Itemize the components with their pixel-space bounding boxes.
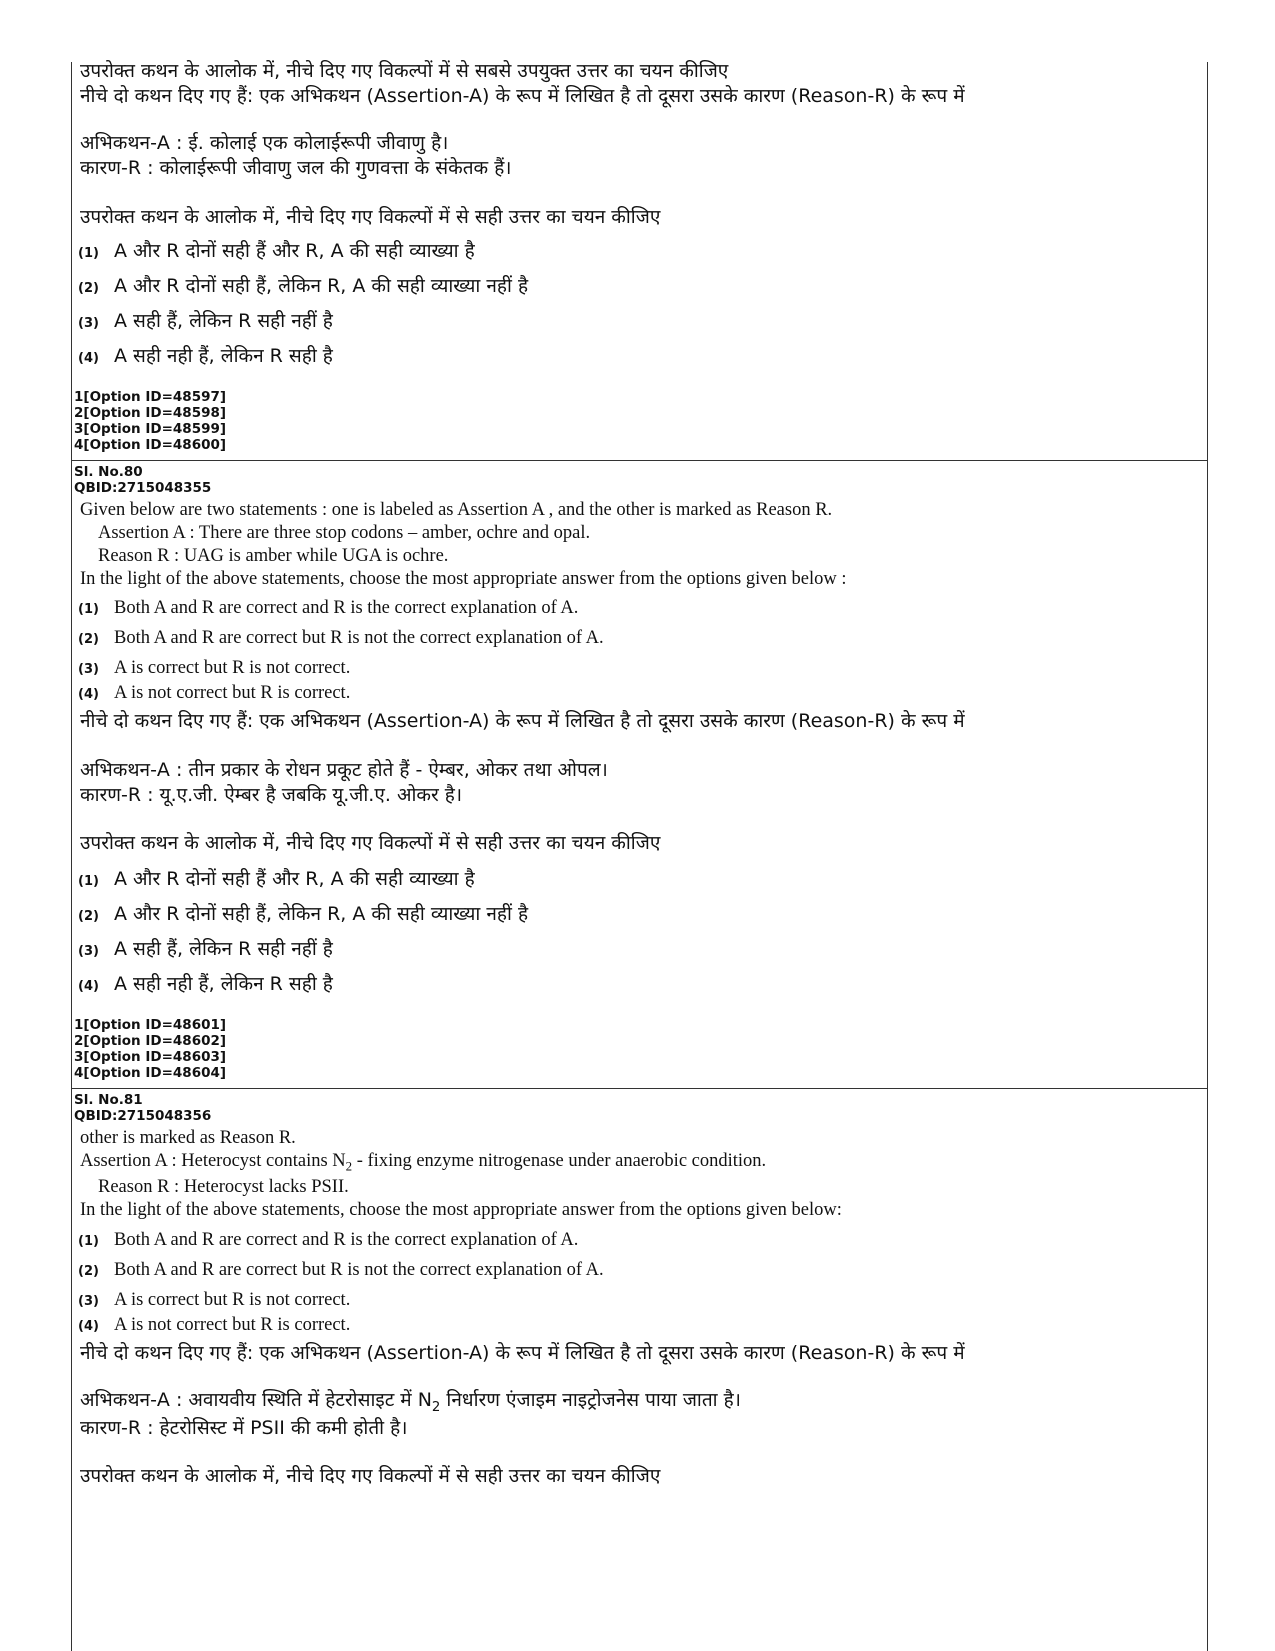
option-4 xyxy=(78,682,350,706)
reason-text: Reason R : UAG is amber while UGA is ochre. xyxy=(98,546,449,566)
reason-text-hindi: कारण-R : यू.ए.जी. ऐम्बर है जबकि यू.जी.ए. ओकर है। xyxy=(80,784,463,806)
question-prompt-hindi: उपरोक्त कथन के आलोक में, नीचे दिए गए विकल्पों में से सही उत्तर का चयन कीजिए xyxy=(80,1465,661,1487)
serial-number: Sl. No.81 xyxy=(74,1092,143,1108)
question-block-81 xyxy=(72,1089,1207,1651)
option-id: 1[Option ID=48597] xyxy=(74,389,227,405)
qbid: QBID:2715048356 xyxy=(74,1108,212,1124)
question-block-79 xyxy=(72,62,1207,461)
option-text: A सही हैं, लेकिन R सही नहीं है xyxy=(114,310,333,332)
option-number: (2) xyxy=(78,632,99,647)
assertion-part: Assertion A : Heterocyst contains N xyxy=(80,1151,346,1171)
option-4 xyxy=(78,1314,350,1338)
question-text: Given below are two statements : one is labeled as Assertion A , and the other is marked as Reason R. xyxy=(80,500,833,520)
option-text: A is correct but R is not correct. xyxy=(114,1290,351,1310)
page-frame xyxy=(71,62,1208,1651)
subscript: 2 xyxy=(345,1158,353,1174)
question-prompt: In the light of the above statements, choose the most appropriate answer from the options given below: xyxy=(80,1200,842,1220)
assertion-text: अभिकथन-A : ई. कोलाई एक कोलाईरूपी जीवाणु है। xyxy=(80,132,449,154)
assertion-text xyxy=(80,1150,766,1178)
option-text: A is not correct but R is correct. xyxy=(114,683,351,703)
option-number: (1) xyxy=(78,874,99,889)
option-number: (1) xyxy=(78,246,99,261)
option-number: (1) xyxy=(78,1234,99,1249)
option-text: Both A and R are correct and R is the correct explanation of A. xyxy=(114,1230,579,1250)
option-text: A सही नही हैं, लेकिन R सही है xyxy=(114,973,333,995)
option-id: 4[Option ID=48600] xyxy=(74,437,227,453)
qbid: QBID:2715048355 xyxy=(74,480,212,496)
option-number: (4) xyxy=(78,687,99,702)
option-number: (3) xyxy=(78,944,99,959)
option-text: A और R दोनों सही हैं, लेकिन R, A की सही व्याख्या नहीं है xyxy=(114,903,529,925)
option-text: Both A and R are correct and R is the correct explanation of A. xyxy=(114,598,579,618)
question-prompt-hindi: उपरोक्त कथन के आलोक में, नीचे दिए गए विकल्पों में से सही उत्तर का चयन कीजिए xyxy=(80,832,661,854)
option-id: 1[Option ID=48601] xyxy=(74,1017,227,1033)
assertion-part: - fixing enzyme nitrogenase under anaerobic condition. xyxy=(352,1151,767,1171)
option-1-hindi xyxy=(78,866,475,895)
option-number: (4) xyxy=(78,351,99,366)
question-text: उपरोक्त कथन के आलोक में, नीचे दिए गए विकल्पों में से सबसे उपयुक्त उत्तर का चयन कीजिए xyxy=(80,60,729,82)
option-number: (4) xyxy=(78,979,99,994)
option-2-hindi xyxy=(78,901,528,930)
assertion-text-hindi: अभिकथन-A : तीन प्रकार के रोधन प्रकूट होते हैं - ऐम्बर, ओकर तथा ओपल। xyxy=(80,759,608,781)
option-number: (1) xyxy=(78,602,99,617)
option-text: A सही नही हैं, लेकिन R सही है xyxy=(114,345,333,367)
option-text: A और R दोनों सही हैं और R, A की सही व्याख्या है xyxy=(114,868,475,890)
subscript: 2 xyxy=(431,1399,441,1415)
option-2 xyxy=(78,273,528,302)
option-number: (3) xyxy=(78,1294,99,1309)
option-3 xyxy=(78,1289,350,1313)
question-block-80 xyxy=(72,461,1207,1089)
option-1 xyxy=(78,238,475,267)
option-number: (3) xyxy=(78,316,99,331)
option-2 xyxy=(78,627,604,651)
option-text: A is correct but R is not correct. xyxy=(114,658,351,678)
option-3 xyxy=(78,308,333,337)
reason-text: Reason R : Heterocyst lacks PSII. xyxy=(98,1177,349,1197)
option-text: A is not correct but R is correct. xyxy=(114,1315,351,1335)
question-text-hindi: नीचे दो कथन दिए गए हैं: एक अभिकथन (Assertion-A) के रूप में लिखित है तो दूसरा उसके कारण (Reason-R) के रूप में xyxy=(80,710,965,732)
question-prompt: In the light of the above statements, choose the most appropriate answer from the options given below : xyxy=(80,569,847,589)
option-id: 2[Option ID=48602] xyxy=(74,1033,227,1049)
serial-number: Sl. No.80 xyxy=(74,464,143,480)
option-text: A और R दोनों सही हैं, लेकिन R, A की सही व्याख्या नहीं है xyxy=(114,275,529,297)
option-number: (2) xyxy=(78,1264,99,1279)
question-text: नीचे दो कथन दिए गए हैं: एक अभिकथन (Assertion-A) के रूप में लिखित है तो दूसरा उसके कारण (Reason-R) के रूप में xyxy=(80,85,965,107)
assertion-part: अभिकथन-A : अवायवीय स्थिति में हेटरोसाइट में N xyxy=(80,1389,432,1411)
option-text: Both A and R are correct but R is not the correct explanation of A. xyxy=(114,1260,604,1280)
question-text: other is marked as Reason R. xyxy=(80,1128,296,1148)
option-number: (3) xyxy=(78,662,99,677)
assertion-part: निर्धारण एंजाइम नाइट्रोजनेस पाया जाता है। xyxy=(440,1389,741,1411)
option-4-hindi xyxy=(78,971,333,1000)
assertion-text: Assertion A : There are three stop codons – amber, ochre and opal. xyxy=(98,523,591,543)
question-text-hindi: नीचे दो कथन दिए गए हैं: एक अभिकथन (Assertion-A) के रूप में लिखित है तो दूसरा उसके कारण (Reason-R) के रूप में xyxy=(80,1342,965,1364)
reason-text-hindi: कारण-R : हेटरोसिस्ट में PSII की कमी होती है। xyxy=(80,1417,408,1439)
option-3 xyxy=(78,657,350,681)
option-id: 3[Option ID=48603] xyxy=(74,1049,227,1065)
option-number: (4) xyxy=(78,1319,99,1334)
reason-text: कारण-R : कोलाईरूपी जीवाणु जल की गुणवत्ता के संकेतक हैं। xyxy=(80,157,512,179)
question-prompt: उपरोक्त कथन के आलोक में, नीचे दिए गए विकल्पों में से सही उत्तर का चयन कीजिए xyxy=(80,206,661,228)
option-text: Both A and R are correct but R is not the correct explanation of A. xyxy=(114,628,604,648)
option-number: (2) xyxy=(78,909,99,924)
option-1 xyxy=(78,597,578,621)
option-text: A सही हैं, लेकिन R सही नहीं है xyxy=(114,938,333,960)
option-text: A और R दोनों सही हैं और R, A की सही व्याख्या है xyxy=(114,240,475,262)
option-id: 3[Option ID=48599] xyxy=(74,421,227,437)
option-number: (2) xyxy=(78,281,99,296)
option-1 xyxy=(78,1229,578,1253)
option-id: 4[Option ID=48604] xyxy=(74,1065,227,1081)
option-4 xyxy=(78,343,333,372)
option-id: 2[Option ID=48598] xyxy=(74,405,227,421)
option-3-hindi xyxy=(78,936,333,965)
option-2 xyxy=(78,1259,604,1283)
